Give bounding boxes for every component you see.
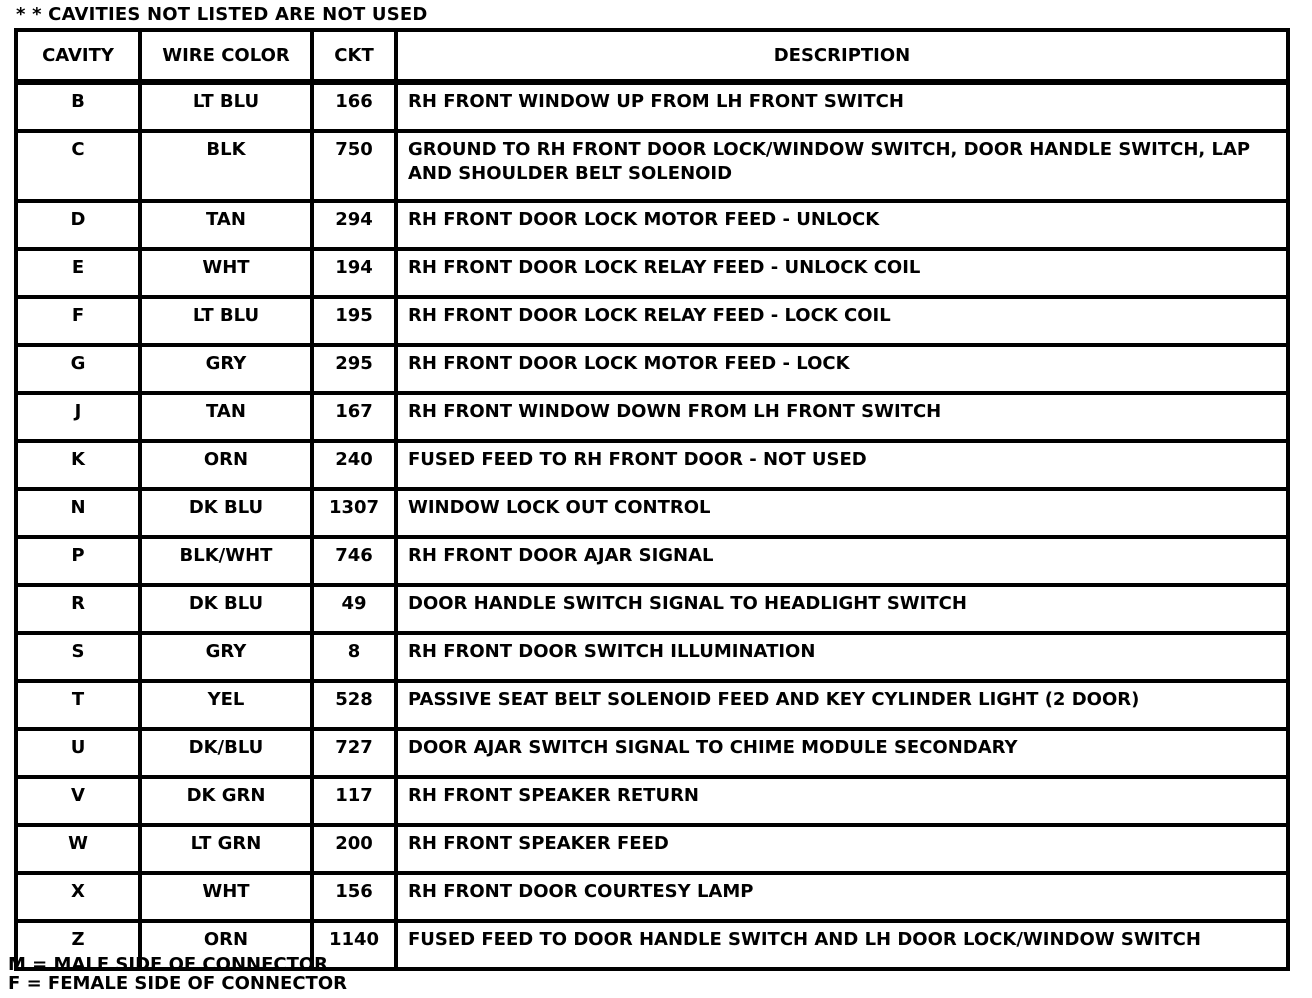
wire-color-cell: BLK/WHT xyxy=(140,537,312,585)
description-cell: RH FRONT SPEAKER RETURN xyxy=(396,777,1288,825)
wire-color-cell: GRY xyxy=(140,633,312,681)
ckt-cell: 528 xyxy=(312,681,396,729)
cavity-cell: P xyxy=(16,537,140,585)
wire-color-cell: YEL xyxy=(140,681,312,729)
table-row xyxy=(16,441,1288,489)
cavity-cell: R xyxy=(16,585,140,633)
cavity-cell: V xyxy=(16,777,140,825)
description-cell: RH FRONT WINDOW DOWN FROM LH FRONT SWITCH xyxy=(396,393,1288,441)
wire-color-cell: DK/BLU xyxy=(140,729,312,777)
ckt-cell: 746 xyxy=(312,537,396,585)
table-row xyxy=(16,633,1288,681)
legend-female: F = FEMALE SIDE OF CONNECTOR xyxy=(8,973,347,994)
wire-color-cell: LT BLU xyxy=(140,297,312,345)
description-cell: RH FRONT SPEAKER FEED xyxy=(396,825,1288,873)
cavity-cell: T xyxy=(16,681,140,729)
description-cell: DOOR AJAR SWITCH SIGNAL TO CHIME MODULE SECONDARY xyxy=(396,729,1288,777)
description-cell: RH FRONT DOOR AJAR SIGNAL xyxy=(396,537,1288,585)
table-row xyxy=(16,345,1288,393)
wire-color-cell: BLK xyxy=(140,131,312,201)
cavity-cell: F xyxy=(16,297,140,345)
connector-legend xyxy=(8,955,347,993)
header-wire-color: WIRE COLOR xyxy=(140,30,312,82)
cavity-cell: S xyxy=(16,633,140,681)
table-row xyxy=(16,825,1288,873)
table-row xyxy=(16,777,1288,825)
description-cell: WINDOW LOCK OUT CONTROL xyxy=(396,489,1288,537)
cavity-cell: E xyxy=(16,249,140,297)
cavity-cell: D xyxy=(16,201,140,249)
wire-color-cell: TAN xyxy=(140,393,312,441)
table-row xyxy=(16,537,1288,585)
ckt-cell: 750 xyxy=(312,131,396,201)
wire-color-cell: ORN xyxy=(140,921,312,969)
wire-color-cell: DK BLU xyxy=(140,489,312,537)
wire-color-cell: ORN xyxy=(140,441,312,489)
wire-color-cell: LT BLU xyxy=(140,82,312,131)
ckt-cell: 49 xyxy=(312,585,396,633)
ckt-cell: 195 xyxy=(312,297,396,345)
table-row xyxy=(16,131,1288,201)
table-row xyxy=(16,585,1288,633)
header-cavity: CAVITY xyxy=(16,30,140,82)
wire-color-cell: DK GRN xyxy=(140,777,312,825)
header-ckt: CKT xyxy=(312,30,396,82)
cavity-cell: C xyxy=(16,131,140,201)
description-cell: RH FRONT DOOR LOCK MOTOR FEED - UNLOCK xyxy=(396,201,1288,249)
cavity-cell: K xyxy=(16,441,140,489)
description-cell: FUSED FEED TO RH FRONT DOOR - NOT USED xyxy=(396,441,1288,489)
description-cell: DOOR HANDLE SWITCH SIGNAL TO HEADLIGHT SWITCH xyxy=(396,585,1288,633)
ckt-cell: 156 xyxy=(312,873,396,921)
description-cell: RH FRONT DOOR LOCK RELAY FEED - LOCK COIL xyxy=(396,297,1288,345)
ckt-cell: 295 xyxy=(312,345,396,393)
description-cell: RH FRONT DOOR LOCK RELAY FEED - UNLOCK COIL xyxy=(396,249,1288,297)
ckt-cell: 166 xyxy=(312,82,396,131)
wire-color-cell: WHT xyxy=(140,249,312,297)
table-header-row xyxy=(16,30,1288,82)
ckt-cell: 8 xyxy=(312,633,396,681)
table-row xyxy=(16,201,1288,249)
wire-color-cell: WHT xyxy=(140,873,312,921)
ckt-cell: 194 xyxy=(312,249,396,297)
table-row xyxy=(16,82,1288,131)
cavity-cell: B xyxy=(16,82,140,131)
wire-color-cell: LT GRN xyxy=(140,825,312,873)
ckt-cell: 200 xyxy=(312,825,396,873)
cavity-cell: W xyxy=(16,825,140,873)
header-description: DESCRIPTION xyxy=(396,30,1288,82)
description-cell: RH FRONT WINDOW UP FROM LH FRONT SWITCH xyxy=(396,82,1288,131)
ckt-cell: 167 xyxy=(312,393,396,441)
description-cell: GROUND TO RH FRONT DOOR LOCK/WINDOW SWITCH, DOOR HANDLE SWITCH, LAP AND SHOULDER BELT SOLENOID xyxy=(396,131,1288,201)
cavity-cell: J xyxy=(16,393,140,441)
legend-male: M = MALE SIDE OF CONNECTOR xyxy=(8,954,329,975)
table-row xyxy=(16,297,1288,345)
ckt-cell: 727 xyxy=(312,729,396,777)
ckt-cell: 117 xyxy=(312,777,396,825)
wire-color-cell: GRY xyxy=(140,345,312,393)
ckt-cell: 294 xyxy=(312,201,396,249)
cavity-cell: G xyxy=(16,345,140,393)
cavity-cell: X xyxy=(16,873,140,921)
connector-pinout-table xyxy=(14,28,1290,971)
ckt-cell: 1140 xyxy=(312,921,396,969)
cavity-cell: N xyxy=(16,489,140,537)
description-cell: RH FRONT DOOR COURTESY LAMP xyxy=(396,873,1288,921)
table-row xyxy=(16,729,1288,777)
ckt-cell: 1307 xyxy=(312,489,396,537)
table-row xyxy=(16,489,1288,537)
cavity-cell: Z xyxy=(16,921,140,969)
table-row xyxy=(16,393,1288,441)
cavity-cell: U xyxy=(16,729,140,777)
wire-color-cell: DK BLU xyxy=(140,585,312,633)
description-cell: PASSIVE SEAT BELT SOLENOID FEED AND KEY CYLINDER LIGHT (2 DOOR) xyxy=(396,681,1288,729)
description-cell: RH FRONT DOOR SWITCH ILLUMINATION xyxy=(396,633,1288,681)
table-row xyxy=(16,249,1288,297)
cavities-note: * * CAVITIES NOT LISTED ARE NOT USED xyxy=(16,4,428,25)
ckt-cell: 240 xyxy=(312,441,396,489)
description-cell: RH FRONT DOOR LOCK MOTOR FEED - LOCK xyxy=(396,345,1288,393)
table-row xyxy=(16,681,1288,729)
wire-color-cell: TAN xyxy=(140,201,312,249)
table-row xyxy=(16,873,1288,921)
description-cell: FUSED FEED TO DOOR HANDLE SWITCH AND LH DOOR LOCK/WINDOW SWITCH xyxy=(396,921,1288,969)
